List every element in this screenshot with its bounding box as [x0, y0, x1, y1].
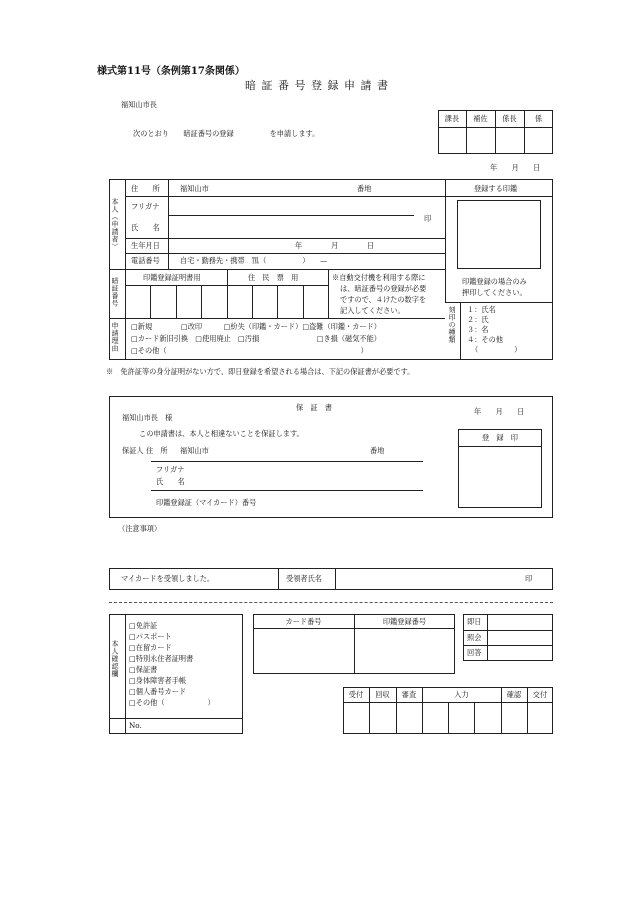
guarantor-card-label: 印鑑登録証（マイカード）番号 [156, 498, 257, 507]
engrave-option-1: １：氏名 [467, 305, 496, 314]
reason-line-1: □新規 □改印 □紛失（印鑑・カード）□盗難（印鑑・カード） [131, 322, 381, 331]
engrave-option-3: ３：名 [467, 325, 489, 334]
cut-line [109, 602, 553, 603]
guarantee-notice: ※ 免許証等の身分証明がない方で、即日登録を希望される場合は、下記の保証書が必要です。 [106, 367, 415, 376]
phone-value: 自宅・勤務先・携帯 ℡（ ） — [180, 256, 328, 265]
pin-side-label: 暗証番号 [111, 277, 119, 307]
guarantor-furigana-label: フリガナ [156, 465, 185, 474]
status-kaito: 回答 [467, 648, 482, 657]
pin-note-1: ※自動交付機を利用する際に [332, 273, 426, 282]
reason-side-label: 申請理由 [111, 322, 119, 352]
receipt-seal-mark: 印 [525, 574, 533, 583]
guarantee-addressee: 福知山市長 様 [122, 413, 173, 422]
pin-note-4: 記入してください。 [340, 306, 405, 315]
phone-label: 電話番号 [131, 256, 160, 265]
id-item-3: □在留カード [129, 643, 172, 652]
process-uketsuke: 受付 [348, 690, 364, 699]
seal-box [457, 200, 541, 269]
id-item-1: □免許証 [129, 621, 158, 630]
name-seal-mark: 印 [424, 214, 432, 223]
id-item-4: □特別永住者証明書 [129, 654, 194, 663]
address-city: 福知山市 [180, 184, 209, 193]
name-label: 氏 名 [131, 223, 160, 232]
process-shinsa: 審査 [401, 690, 417, 699]
guarantee-statement: この申請書は、本人と相違ないことを保証します。 [139, 429, 304, 438]
guarantor-city: 福知山市 [180, 446, 209, 455]
guarantee-title: 保 証 書 [296, 403, 332, 412]
address-label: 住 所 [131, 184, 160, 193]
no-label: No. [129, 721, 142, 730]
id-item-7: □個人番号カード [129, 687, 187, 696]
applicant-side-label: 本人（申請者） [111, 198, 119, 251]
id-item-8: □その他（ ） [129, 698, 215, 707]
pin-resident-label: 住 民 票 用 [248, 273, 299, 282]
seal-no-label: 印鑑登録番号 [382, 617, 427, 626]
guarantee-date: 年 月 日 [474, 407, 525, 416]
process-kofu: 交付 [532, 690, 548, 699]
process-nyuryoku: 入力 [454, 690, 469, 699]
engrave-label: 刻印の種類 [448, 306, 456, 344]
approval-kacho: 課長 [444, 114, 460, 123]
furigana-label: フリガナ [131, 202, 160, 211]
request-text: 次のとおり 暗証番号の登録 を申請します。 [133, 129, 320, 138]
form-title: 暗 証 番 号 登 録 申 請 書 [245, 79, 389, 92]
approval-kakaricho: 係長 [502, 114, 517, 123]
id-item-5: □保証書 [129, 665, 158, 674]
pin-note-2: は、暗証番号の登録が必要 [340, 284, 427, 293]
approval-kakari: 係 [534, 114, 543, 123]
reason-line-2: □カード新旧引換 □使用廃止 □汚損 □き損（磁気不能） [131, 334, 381, 343]
birth-label: 生年月日 [131, 241, 160, 250]
engrave-option-2: ２：氏 [467, 315, 489, 324]
process-kakunin: 確認 [506, 690, 522, 699]
application-date: 年 月 日 [490, 163, 541, 172]
approval-hosa: 補佐 [473, 114, 488, 123]
receiver-label: 受領者氏名 [286, 574, 322, 583]
seal-note-2: 押印してください。 [462, 288, 527, 297]
reason-line-3: □その他（ ） [131, 346, 368, 355]
form-number: 様式第11号（条例第17条関係） [97, 66, 245, 77]
process-kaishu: 回収 [375, 690, 390, 699]
pin-note-3: ですので、４けたの数字を [340, 295, 427, 304]
pin-cert-label: 印鑑登録証明書用 [143, 273, 201, 282]
notes-label: （注意事項） [118, 524, 162, 533]
addressee: 福知山市長 [121, 100, 157, 109]
seal-note-1: 印鑑登録の場合のみ [462, 277, 527, 286]
id-item-2: □パスポート [129, 632, 172, 641]
status-sokujitsu: 即日 [467, 617, 482, 626]
receipt-text: マイカードを受領しました。 [121, 574, 215, 583]
address-banchi: 番地 [357, 184, 372, 193]
card-no-label: カード番号 [285, 617, 322, 626]
guarantee-seal-label: 登 録 印 [482, 433, 518, 442]
seal-box-label: 登録する印鑑 [474, 184, 518, 193]
status-shokai: 照会 [467, 633, 482, 642]
guarantor-name-label: 氏 名 [156, 477, 185, 486]
engrave-option-4: ４：その他 [467, 335, 503, 344]
engrave-option-5: （ ） [471, 345, 522, 354]
guarantor-banchi: 番地 [370, 446, 385, 455]
guarantor-address-label: 住 所 [146, 446, 168, 455]
guarantor-label: 保証人 [122, 446, 144, 455]
birth-ymd: 年 月 日 [295, 241, 375, 250]
id-check-side-label: 本人確認欄 [111, 640, 119, 678]
id-item-6: □身体障害者手帳 [129, 676, 187, 685]
